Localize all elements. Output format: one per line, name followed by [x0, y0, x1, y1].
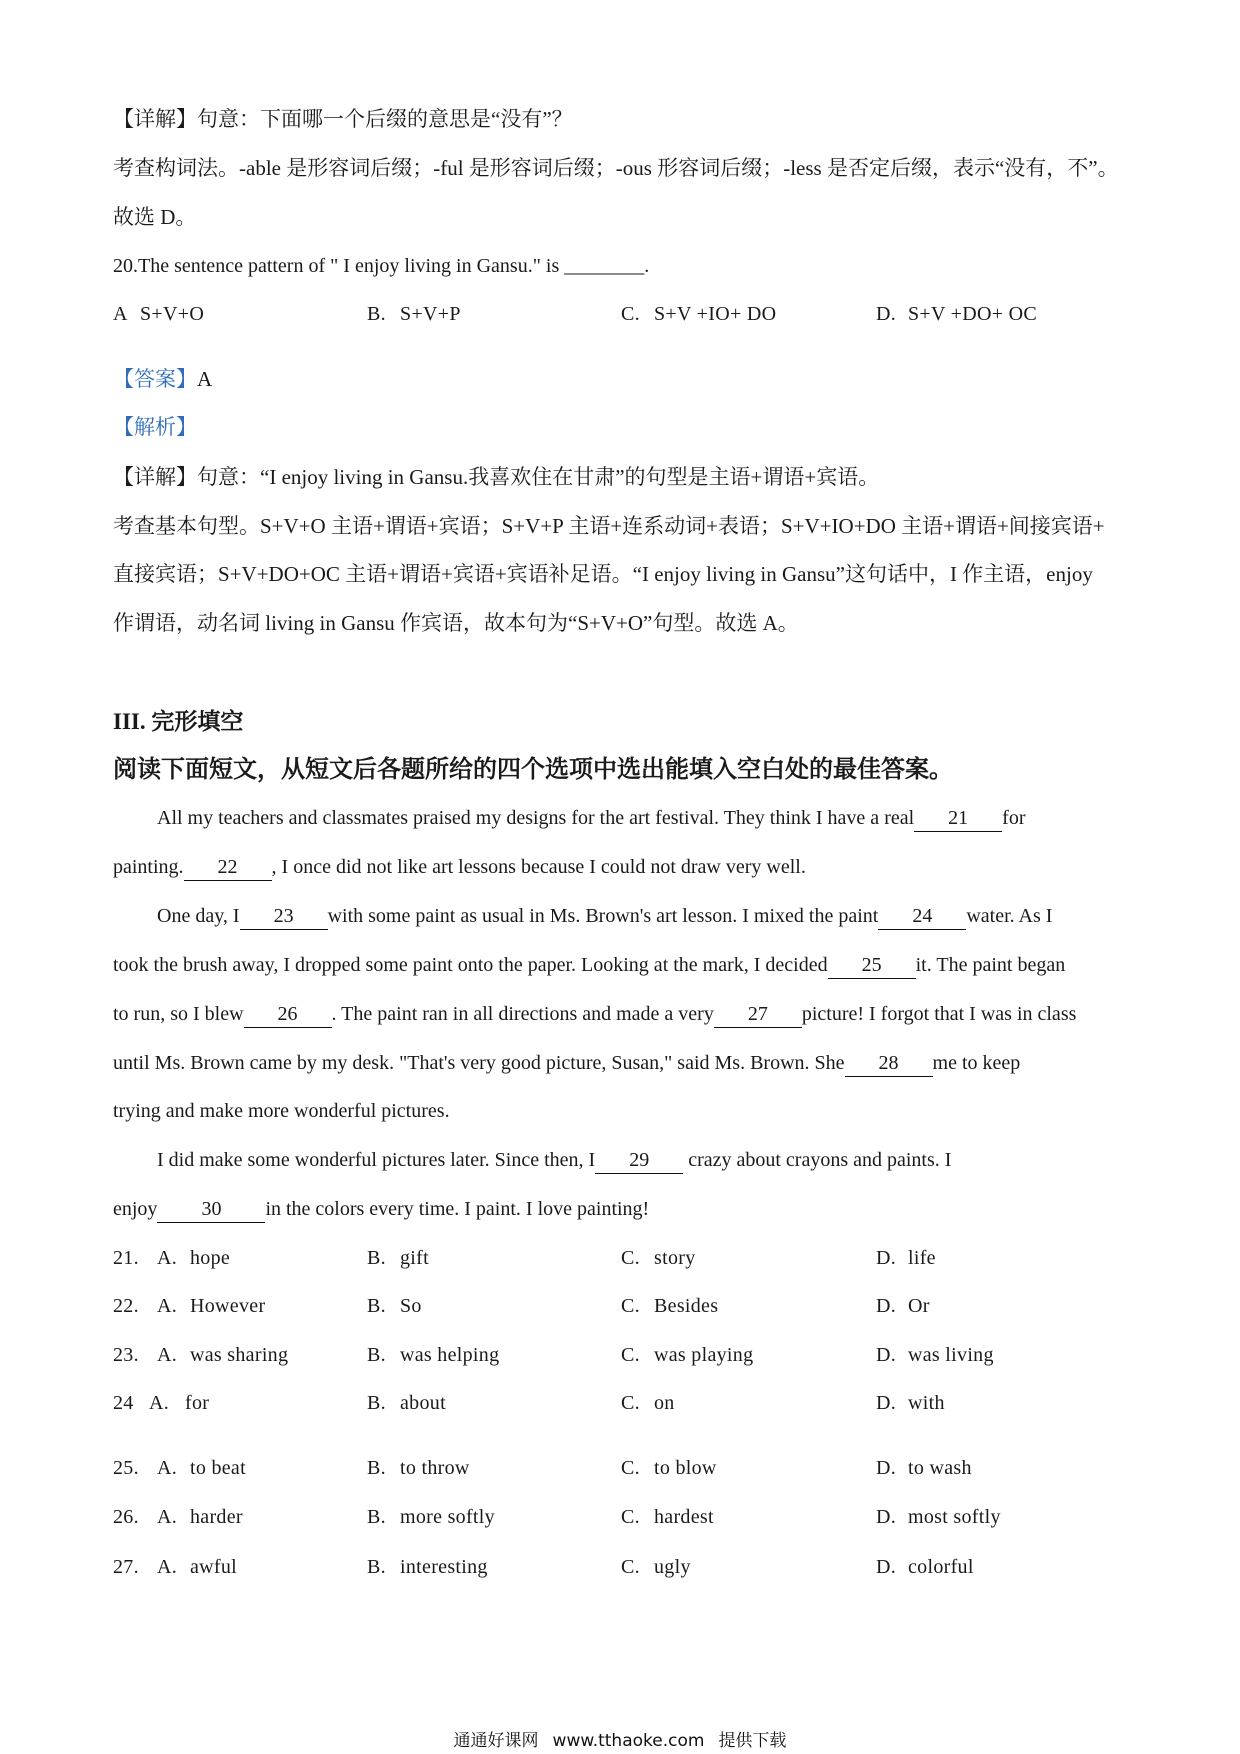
passage-text: picture! I forgot that I was in class	[801, 1003, 1077, 1025]
blank-25: 25	[828, 954, 916, 979]
option-b-text: was helping	[400, 1344, 500, 1366]
option-a-text: was sharing	[190, 1344, 289, 1366]
option-a-text: harder	[190, 1506, 243, 1528]
passage-line	[157, 902, 1052, 930]
option-b-label: B.	[367, 1556, 386, 1578]
passage-text: I did make some wonderful pictures later. Since then, I	[157, 1149, 596, 1171]
passage-line	[113, 1049, 1020, 1077]
option-b-label: B.	[367, 303, 386, 325]
option-d-text: colorful	[908, 1556, 974, 1578]
passage-text: with some paint as usual in Ms. Brown's art lesson. I mixed the paint	[327, 905, 879, 927]
option-c-label: C.	[621, 1457, 640, 1479]
option-c-label: C.	[621, 1392, 640, 1414]
answer-value: A	[197, 367, 213, 391]
option-d-label: D.	[876, 1556, 897, 1578]
option-row-21	[113, 1244, 1133, 1272]
question-number: 22.	[113, 1295, 139, 1317]
section-instruction: 阅读下面短文，从短文后各题所给的四个选项中选出能填入空白处的最佳答案。	[113, 757, 953, 783]
option-b-label: B.	[367, 1506, 386, 1528]
option-row-23	[113, 1341, 1133, 1369]
option-d-label: D.	[876, 1247, 897, 1269]
passage-line	[157, 1146, 951, 1174]
section-heading: III. 完形填空	[113, 709, 244, 734]
question-number: 27.	[113, 1556, 139, 1578]
option-c-label: C.	[621, 1344, 640, 1366]
option-a-text: awful	[190, 1556, 238, 1578]
option-c-text: story	[654, 1247, 696, 1269]
passage-text: painting.	[113, 856, 184, 878]
option-b-label: B.	[367, 1344, 386, 1366]
option-c-label: C.	[621, 303, 640, 325]
option-a-label: A.	[157, 1295, 178, 1317]
analysis-tag: 【解析】	[113, 415, 197, 439]
passage-text: One day, I	[157, 905, 240, 927]
option-a-text: to beat	[190, 1457, 246, 1479]
option-a-label: A.	[157, 1506, 178, 1528]
option-b-label: B.	[367, 1247, 386, 1269]
passage-text: trying and make more wonderful pictures.	[113, 1100, 450, 1122]
blank-24: 24	[878, 905, 966, 930]
option-b-label: B.	[367, 1457, 386, 1479]
detail-line: 作谓语，动名词 living in Gansu 作宾语，故本句为“S+V+O”句型。故选 A。	[113, 611, 799, 635]
option-row-25	[113, 1454, 1133, 1482]
detail-line: 考查基本句型。S+V+O 主语+谓语+宾语；S+V+P 主语+连系动词+表语；S+V+IO+DO 主语+谓语+间接宾语+	[113, 514, 1105, 538]
option-d-label: D.	[876, 1392, 897, 1414]
option-b-label: B.	[367, 1295, 386, 1317]
passage-text: took the brush away, I dropped some paint onto the paper. Looking at the mark, I decided	[113, 954, 828, 976]
blank-27: 27	[714, 1003, 802, 1028]
passage-text: crazy about crayons and paints. I	[683, 1149, 952, 1171]
option-a-label: A.	[157, 1247, 178, 1269]
passage-line	[113, 951, 1065, 979]
passage-line	[157, 804, 1026, 832]
detail-line: 【详解】句意：“I enjoy living in Gansu.我喜欢住在甘肃”的句型是主语+谓语+宾语。	[113, 465, 880, 489]
option-d-text: to wash	[908, 1457, 972, 1479]
explanation-conclusion-line: 故选 D。	[113, 205, 197, 229]
blank-22: 22	[184, 856, 272, 881]
option-b-text: S+V+P	[400, 303, 461, 325]
footer-note: 提供下载	[718, 1731, 787, 1751]
blank-26: 26	[244, 1003, 332, 1028]
option-a-label: A.	[149, 1392, 170, 1414]
question-20-stem: 20.The sentence pattern of " I enjoy living in Gansu." is ________.	[113, 255, 650, 277]
passage-text: All my teachers and classmates praised my designs for the art festival. They think I have a real	[157, 807, 915, 829]
option-d-text: most softly	[908, 1506, 1001, 1528]
option-b-text: gift	[400, 1247, 429, 1269]
passage-text: me to keep	[932, 1052, 1021, 1074]
option-a-label: A.	[157, 1457, 178, 1479]
option-c-label: C.	[621, 1506, 640, 1528]
passage-line	[113, 1097, 450, 1125]
option-a-label: A	[113, 303, 128, 325]
blank-28: 28	[845, 1052, 933, 1077]
option-b-label: B.	[367, 1392, 386, 1414]
question-number: 25.	[113, 1457, 139, 1479]
passage-text: enjoy	[113, 1198, 158, 1220]
option-a-text: for	[185, 1392, 210, 1414]
question-number: 21.	[113, 1247, 139, 1269]
option-row-26	[113, 1503, 1133, 1531]
option-d-text: was living	[908, 1344, 994, 1366]
option-d-label: D.	[876, 1506, 897, 1528]
option-a-text: However	[190, 1295, 266, 1317]
option-c-text: Besides	[654, 1295, 719, 1317]
passage-text: , I once did not like art lessons because I could not draw very well.	[271, 856, 806, 878]
answer-tag: 【答案】	[113, 367, 197, 391]
option-c-label: C.	[621, 1247, 640, 1269]
passage-text: water. As I	[966, 905, 1053, 927]
option-d-label: D.	[876, 1344, 897, 1366]
option-a-text: hope	[190, 1247, 231, 1269]
option-c-text: S+V +IO+ DO	[654, 303, 777, 325]
option-b-text: more softly	[400, 1506, 495, 1528]
option-d-text: Or	[908, 1295, 930, 1317]
blank-23: 23	[240, 905, 328, 930]
option-a-label: A.	[157, 1556, 178, 1578]
question-number: 26.	[113, 1506, 139, 1528]
option-c-text: on	[654, 1392, 675, 1414]
passage-text: it. The paint began	[915, 954, 1066, 976]
footer-url: www.tthaoke.com	[552, 1731, 705, 1751]
question-number: 23.	[113, 1344, 139, 1366]
passage-line	[113, 853, 806, 881]
question-20-options	[113, 300, 1133, 328]
option-c-label: C.	[621, 1295, 640, 1317]
option-b-text: interesting	[400, 1556, 488, 1578]
explanation-analysis-line: 考查构词法。-able 是形容词后缀；-ful 是形容词后缀；-ous 形容词后缀；-less 是否定后缀，表示“没有，不”。	[113, 156, 1119, 180]
passage-text: . The paint ran in all directions and made a very	[331, 1003, 714, 1025]
option-c-text: to blow	[654, 1457, 717, 1479]
answer-line	[113, 365, 212, 393]
option-d-label: D.	[876, 1295, 897, 1317]
passage-text: to run, so I blew	[113, 1003, 244, 1025]
option-c-label: C.	[621, 1556, 640, 1578]
blank-30: 30	[157, 1198, 265, 1223]
detail-line: 直接宾语；S+V+DO+OC 主语+谓语+宾语+宾语补足语。“I enjoy living in Gansu”这句话中，I 作主语，enjoy	[113, 562, 1093, 586]
passage-text: until Ms. Brown came by my desk. "That's very good picture, Susan," said Ms. Brown. She	[113, 1052, 845, 1074]
option-a-text: S+V+O	[140, 303, 205, 325]
option-b-text: So	[400, 1295, 422, 1317]
option-a-label: A.	[157, 1344, 178, 1366]
passage-line	[113, 1195, 649, 1223]
passage-line	[113, 1000, 1076, 1028]
blank-21: 21	[914, 807, 1002, 832]
option-d-text: with	[908, 1392, 945, 1414]
option-d-label: D.	[876, 303, 897, 325]
option-row-22	[113, 1292, 1133, 1320]
option-d-label: D.	[876, 1457, 897, 1479]
option-c-text: was playing	[654, 1344, 754, 1366]
option-d-text: S+V +DO+ OC	[908, 303, 1038, 325]
passage-text: for	[1002, 807, 1026, 829]
option-row-24	[113, 1389, 1133, 1417]
passage-text: in the colors every time. I paint. I love painting!	[265, 1198, 650, 1220]
option-b-text: to throw	[400, 1457, 470, 1479]
option-d-text: life	[908, 1247, 936, 1269]
option-b-text: about	[400, 1392, 446, 1414]
question-number: 24	[113, 1392, 134, 1414]
explanation-detail-line: 【详解】句意：下面哪一个后缀的意思是“没有”？	[113, 107, 573, 131]
option-c-text: hardest	[654, 1506, 714, 1528]
blank-29: 29	[595, 1149, 683, 1174]
footer-site-name: 通通好课网	[453, 1731, 539, 1751]
option-row-27	[113, 1553, 1133, 1581]
page-footer	[0, 1730, 1240, 1752]
option-c-text: ugly	[654, 1556, 691, 1578]
